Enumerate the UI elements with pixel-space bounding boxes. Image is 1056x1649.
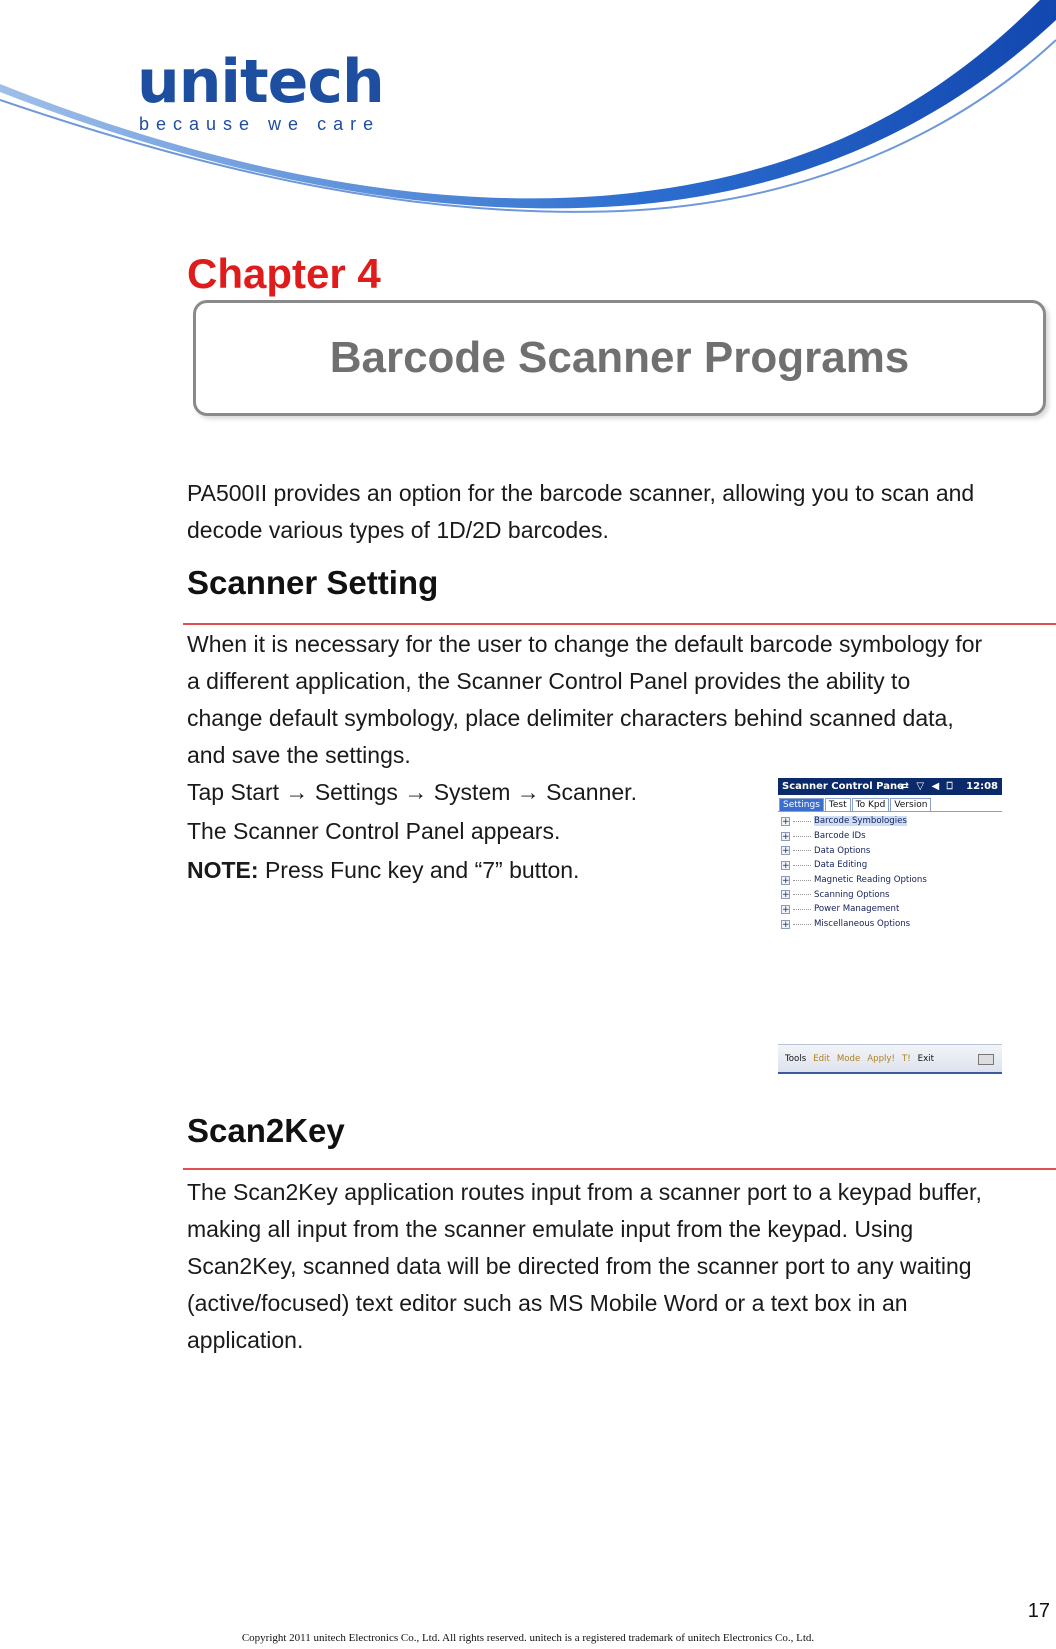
tree-item[interactable] xyxy=(778,887,1002,902)
tab-settings[interactable]: Settings xyxy=(779,798,824,811)
device-menu-bar xyxy=(778,1044,1002,1074)
tree-item-label: Barcode Symbologies xyxy=(814,816,907,827)
menu-t[interactable]: T! xyxy=(901,1053,911,1064)
page-number: 17 xyxy=(1027,1600,1050,1622)
expand-icon[interactable]: + xyxy=(782,904,790,915)
tree-item-label: Data Editing xyxy=(814,860,868,871)
scanner-control-panel-screenshot xyxy=(778,778,1002,1074)
logo-tagline: because we care xyxy=(139,114,381,134)
status-icons: ⇄ ▽ ◀ ⎕ xyxy=(900,781,955,792)
tree-item-label: Data Options xyxy=(814,845,871,856)
paragraph-line: change default symbology, place delimiter characters behind scanned data, xyxy=(187,705,954,731)
paragraph-line: making all input from the scanner emulate input from the keypad. Using xyxy=(187,1216,914,1242)
tree-item[interactable] xyxy=(778,917,1002,932)
tap-start-instruction: Tap Start → Settings → System → Scanner. xyxy=(187,779,637,805)
tree-item-label: Scanning Options xyxy=(814,889,890,900)
copyright-footer: Copyright 2011 unitech Electronics Co., Ltd. All rights reserved. unitech is a registered trademark of unitech Electronics Co., Ltd. xyxy=(241,1632,815,1644)
paragraph-line: a different application, the Scanner Control Panel provides the ability to xyxy=(187,668,911,694)
tree-item-label: Power Management xyxy=(814,904,900,915)
tree-item[interactable] xyxy=(778,858,1002,873)
menu-tools[interactable]: Tools xyxy=(785,1053,807,1064)
menu-mode[interactable]: Mode xyxy=(836,1053,861,1064)
chapter-title: Barcode Scanner Programs xyxy=(193,300,1046,416)
keyboard-icon[interactable] xyxy=(978,1054,994,1065)
tree-item-label: Barcode IDs xyxy=(814,831,866,842)
tree-item[interactable] xyxy=(778,829,1002,844)
expand-icon[interactable]: + xyxy=(782,890,790,901)
expand-icon[interactable]: + xyxy=(782,816,790,827)
tree-item[interactable] xyxy=(778,902,1002,917)
device-tabs xyxy=(778,795,1002,812)
tree-item-label: Magnetic Reading Options xyxy=(814,875,927,886)
tab-to-kpd[interactable]: To Kpd xyxy=(852,798,890,811)
section-divider xyxy=(183,623,1056,625)
device-title-bar xyxy=(778,778,1002,795)
device-title: Scanner Control Pane xyxy=(782,781,904,792)
tree-item[interactable] xyxy=(778,843,1002,858)
section-divider xyxy=(183,1168,1056,1170)
scanner-setting-paragraph xyxy=(187,626,982,774)
paragraph-line: Scan2Key, scanned data will be directed from the scanner port to any waiting xyxy=(187,1253,972,1279)
tree-item-label: Miscellaneous Options xyxy=(814,919,911,930)
chapter-label: Chapter 4 xyxy=(187,250,381,297)
logo-wordmark: unitech xyxy=(137,47,384,117)
expand-icon[interactable]: + xyxy=(782,846,790,857)
expand-icon[interactable]: + xyxy=(782,831,790,842)
tab-version[interactable]: Version xyxy=(890,798,931,811)
paragraph-line: (active/focused) text editor such as MS Mobile Word or a text box in an xyxy=(187,1290,908,1316)
note-label: NOTE: xyxy=(187,857,259,883)
section-heading-scan2key: Scan2Key xyxy=(187,1112,345,1149)
menu-exit[interactable]: Exit xyxy=(917,1053,934,1064)
paragraph-line: application. xyxy=(187,1327,304,1353)
paragraph-line: When it is necessary for the user to change the default barcode symbology for xyxy=(187,631,983,657)
tree-item[interactable] xyxy=(778,814,1002,829)
note xyxy=(187,857,579,884)
menu-edit[interactable]: Edit xyxy=(813,1053,830,1064)
tab-test[interactable]: Test xyxy=(825,798,851,811)
paragraph-line: The Scan2Key application routes input from a scanner port to a keypad buffer, xyxy=(187,1179,982,1205)
device-clock: 12:08 xyxy=(966,781,998,792)
menu-apply[interactable]: Apply! xyxy=(867,1053,895,1064)
unitech-logo xyxy=(137,47,384,135)
settings-tree xyxy=(778,812,1002,932)
control-panel-appears: The Scanner Control Panel appears. xyxy=(187,818,561,844)
paragraph-line: and save the settings. xyxy=(187,742,411,768)
device-status-area xyxy=(900,778,998,795)
note-text: Press Func key and “7” button. xyxy=(258,857,580,883)
expand-icon[interactable]: + xyxy=(782,875,790,886)
scan2key-paragraph xyxy=(187,1174,982,1359)
section-heading-scanner-setting: Scanner Setting xyxy=(187,564,439,601)
tree-item[interactable] xyxy=(778,873,1002,888)
intro-paragraph xyxy=(187,475,974,549)
intro-line: PA500II provides an option for the barcode scanner, allowing you to scan and xyxy=(187,480,975,506)
expand-icon[interactable]: + xyxy=(782,919,790,930)
expand-icon[interactable]: + xyxy=(782,860,790,871)
intro-line: decode various types of 1D/2D barcodes. xyxy=(187,517,609,543)
